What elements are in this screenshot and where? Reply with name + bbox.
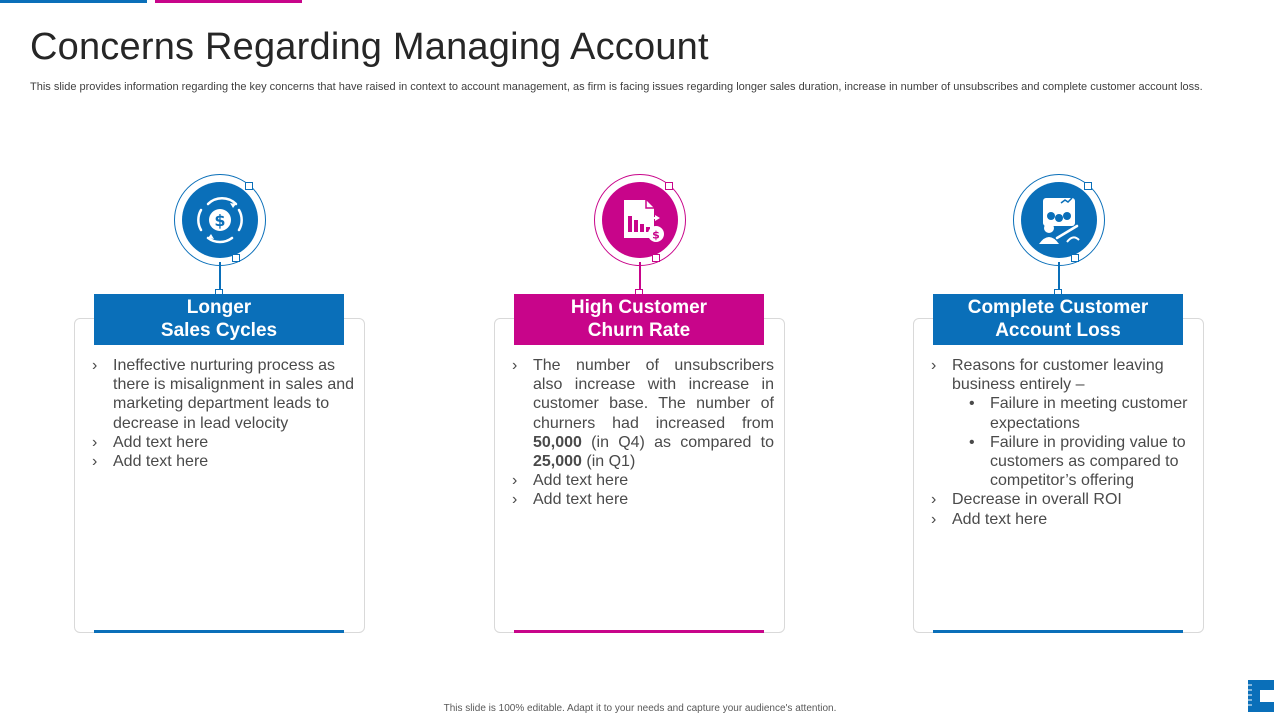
list-item: › Reasons for customer leaving business entirely –	[931, 356, 1193, 394]
icon-connector-node	[245, 182, 253, 190]
sub-list-item: • Failure in providing value to customers as compared to competitor’s offering	[931, 433, 1193, 491]
list-item: › Add text here	[92, 433, 354, 452]
list-item: › Add text here	[92, 452, 354, 471]
page-title: Concerns Regarding Managing Account	[30, 26, 709, 68]
list-item: › Decrease in overall ROI	[931, 490, 1193, 509]
list-item: › Add text here	[931, 510, 1193, 529]
list-item: › Add text here	[512, 471, 774, 490]
customer-feedback-icon	[1021, 182, 1097, 258]
brand-logo-icon	[1244, 676, 1278, 716]
card-heading: High Customer Churn Rate	[514, 294, 764, 345]
list-item: › Add text here	[512, 490, 774, 509]
card-bottom-bar	[933, 630, 1183, 633]
sub-list-item: • Failure in meeting customer expectations	[931, 394, 1193, 432]
concern-list	[931, 356, 1193, 529]
connector-line	[1058, 262, 1060, 290]
svg-text:$: $	[652, 228, 660, 242]
list-item: › Ineffective nurturing process as there is misalignment in sales and marketing department leads to decrease in lead velocity	[92, 356, 354, 433]
concern-list	[92, 356, 354, 471]
card-bottom-bar	[514, 630, 764, 633]
connector-line	[219, 262, 221, 290]
card-heading: Longer Sales Cycles	[94, 294, 344, 345]
card-heading: Complete Customer Account Loss	[933, 294, 1183, 345]
card-bottom-bar	[94, 630, 344, 633]
footer-note: This slide is 100% editable. Adapt it to your needs and capture your audience's attention.	[443, 703, 837, 714]
concern-column-sales-cycles	[70, 0, 370, 720]
churn-value-q4: 50,000	[533, 433, 582, 451]
connector-line	[639, 262, 641, 290]
icon-connector-node	[232, 254, 240, 262]
dollar-cycle-icon	[182, 182, 258, 258]
icon-connector-node	[652, 254, 660, 262]
icon-connector-node	[665, 182, 673, 190]
svg-text:$: $	[214, 211, 226, 230]
icon-connector-node	[1071, 254, 1079, 262]
icon-connector-node	[1084, 182, 1092, 190]
concern-column-churn-rate	[490, 0, 790, 720]
list-item: › The number of unsubscribers also increase with increase in customer base. The number of churners had increased from 50,000 (in Q4) as compared to 25,000 (in Q1)	[512, 356, 774, 471]
churn-value-q1: 25,000	[533, 453, 582, 471]
concern-list	[512, 356, 774, 510]
concern-column-account-loss	[909, 0, 1209, 720]
churn-report-icon	[602, 182, 678, 258]
page-subtitle: This slide provides information regarding the key concerns that have raised in context to account management, as firm is facing issues regarding longer sales duration, increase in number of unsubscribes and complete customer account loss.	[30, 81, 1203, 93]
